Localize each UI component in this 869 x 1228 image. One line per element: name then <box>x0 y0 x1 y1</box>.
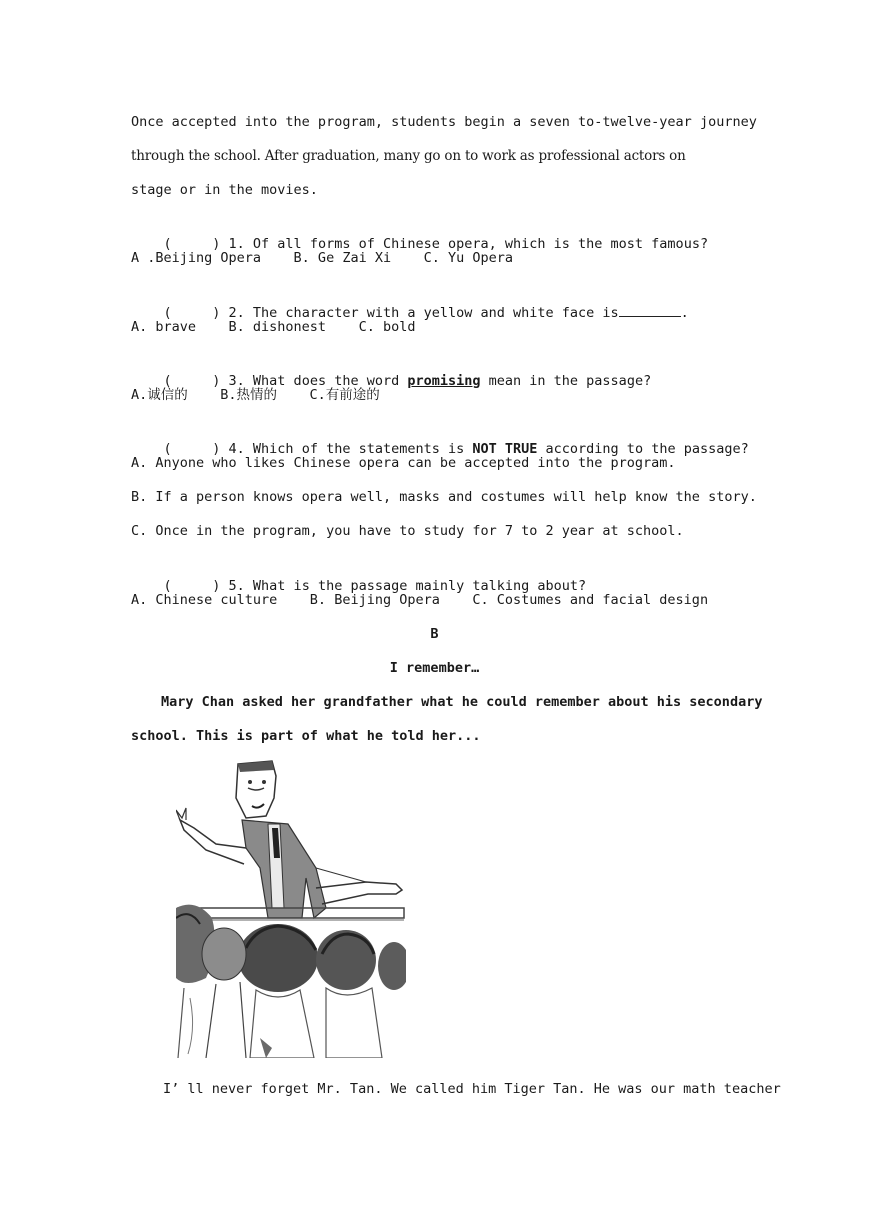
question-2-text: The character with a yellow and white face is <box>252 305 619 321</box>
question-3-options: A.诚信的 B.热情的 C.有前途的 <box>131 387 380 403</box>
question-1-number: ( ) 1. <box>163 236 253 252</box>
passage-a-line-2: through the school. After graduation, many go on to work as professional actors on <box>131 148 686 164</box>
question-2-number: ( ) 2. <box>163 305 253 321</box>
question-4-option-b: B. If a person knows opera well, masks and costumes will help know the story. <box>131 489 757 505</box>
question-3-text-before: What does the word <box>252 373 408 389</box>
question-4-option-a: A. Anyone who likes Chinese opera can be accepted into the program. <box>131 455 676 471</box>
section-b-letter: B <box>430 626 439 642</box>
question-3-keyword: promising <box>407 373 481 389</box>
passage-a-line-1: Once accepted into the program, students begin a seven to-twelve-year journey <box>131 114 757 130</box>
question-3-text-after: mean in the passage? <box>480 373 652 389</box>
section-b-closing-line: I’ ll never forget Mr. Tan. We called him Tiger Tan. He was our math teacher <box>163 1081 781 1097</box>
question-5-options: A. Chinese culture B. Beijing Opera C. Costumes and facial design <box>131 592 709 608</box>
question-5-number: ( ) 5. <box>163 578 253 594</box>
question-1-text: Of all forms of Chinese opera, which is the most famous? <box>252 236 709 252</box>
question-1-options: A .Beijing Opera B. Ge Zai Xi C. Yu Opera <box>131 250 514 266</box>
question-3-number: ( ) 3. <box>163 373 253 389</box>
question-4-option-c: C. Once in the program, you have to study for 7 to 2 year at school. <box>131 523 684 539</box>
teacher-classroom-illustration <box>176 758 406 1058</box>
question-5-text: What is the passage mainly talking about? <box>252 578 587 594</box>
question-4-keyword: NOT TRUE <box>472 441 538 457</box>
question-2-text-end: . <box>680 305 689 321</box>
answer-blank <box>619 304 681 317</box>
section-b-title: I remember… <box>389 660 480 676</box>
question-4-text-after: according to the passage? <box>537 441 749 457</box>
question-2-options: A. brave B. dishonest C. bold <box>131 319 416 335</box>
section-b-intro-line-2: school. This is part of what he told her... <box>131 728 481 744</box>
section-b-intro-line-1: Mary Chan asked her grandfather what he could remember about his secondary <box>161 694 763 710</box>
question-4-text-before: Which of the statements is <box>252 441 473 457</box>
passage-a-line-3: stage or in the movies. <box>131 182 318 198</box>
question-4-number: ( ) 4. <box>163 441 253 457</box>
